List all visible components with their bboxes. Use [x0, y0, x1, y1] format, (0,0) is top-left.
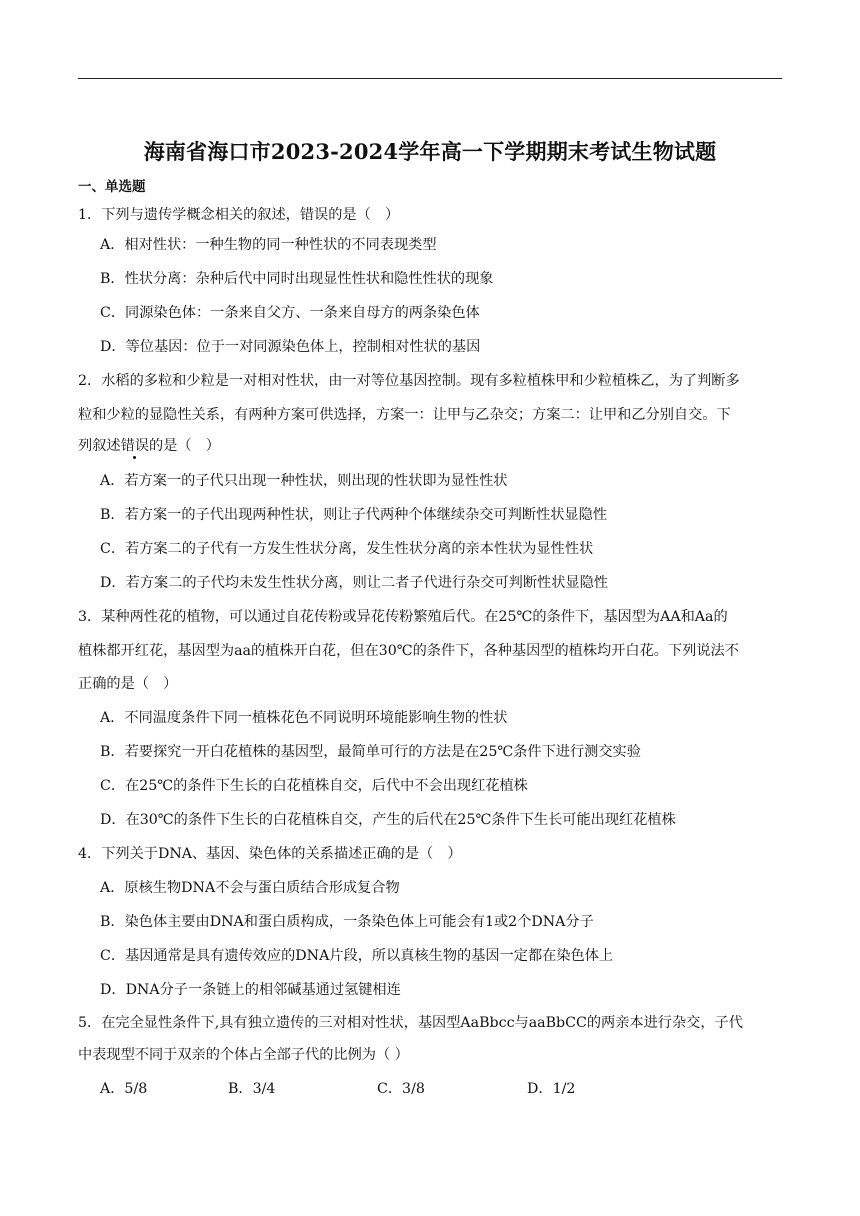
question-1-option-c: C．同源染色体：一条来自父方、一条来自母方的两条染色体: [100, 305, 480, 321]
question-1-option-d: D．等位基因：位于一对同源染色体上，控制相对性状的基因: [100, 339, 481, 355]
question-3-option-d: D．在30℃的条件下生长的白花植株自交，产生的后代在25℃条件下生长可能出现红花植株: [100, 812, 676, 828]
question-5-option-d: D．1/2: [527, 1081, 576, 1097]
question-5-stem-line-1: 5．在完全显性条件下,具有独立遗传的三对相对性状，基因型AaBbcc与aaBbCC的两亲本进行杂交，子代: [78, 1015, 743, 1031]
header-rule: [78, 78, 782, 79]
question-5-option-a: A．5/8: [100, 1081, 148, 1097]
question-2-stem-line-1: 2．水稻的多粒和少粒是一对相对性状，由一对等位基因控制。现有多粒植株甲和少粒植株乙，为了判断多: [78, 373, 740, 389]
question-4-option-a: A．原核生物DNA不会与蛋白质结合形成复合物: [100, 880, 400, 896]
question-1-stem-line: 1．下列与遗传学概念相关的叙述，错误的是（ ）: [78, 207, 400, 223]
question-1-option-b: B．性状分离：杂种后代中同时出现显性性状和隐性性状的现象: [100, 271, 494, 287]
question-2-option-b: B．若方案一的子代出现两种性状，则让子代两种个体继续杂交可判断性状显隐性: [100, 507, 607, 523]
question-2-stem-line-3: 列叙述错误的是（ ）: [78, 438, 220, 454]
question-4-option-c: C．基因通常是具有遗传效应的DNA片段，所以真核生物的基因一定都在染色体上: [100, 948, 614, 964]
question-2-option-d: D．若方案二的子代均未发生性状分离，则让二者子代进行杂交可判断性状显隐性: [100, 575, 608, 591]
question-5-option-c: C．3/8: [377, 1081, 425, 1097]
question-2-stem-line-2: 粒和少粒的显隐性关系，有两种方案可供选择，方案一：让甲与乙杂交；方案二：让甲和乙分别自交。下: [78, 407, 731, 423]
question-3-option-a: A．不同温度条件下同一植株花色不同说明环境能影响生物的性状: [100, 710, 508, 726]
question-5-option-b: B．3/4: [228, 1081, 276, 1097]
section-heading: 一、单选题: [78, 179, 146, 195]
emphasis-mark: 错误: [120, 438, 149, 454]
question-3-stem-line-3: 正确的是（ ）: [78, 676, 178, 692]
question-3-option-c: C．在25℃的条件下生长的白花植株自交，后代中不会出现红花植株: [100, 778, 528, 794]
question-3-option-b: B．若要探究一开白花植株的基因型，最简单可行的方法是在25℃条件下进行测交实验: [100, 744, 641, 760]
page-title: 海南省海口市2023-2024学年高一下学期期末考试生物试题: [143, 139, 717, 164]
question-2-option-c: C．若方案二的子代有一方发生性状分离，发生性状分离的亲本性状为显性性状: [100, 541, 594, 557]
question-1-option-a: A．相对性状：一种生物的同一种性状的不同表现类型: [100, 237, 437, 253]
question-3-stem-line-2: 植株都开红花，基因型为aa的植株开白花，但在30℃的条件下，各种基因型的植株均开白花。下列说法不: [78, 643, 739, 659]
question-4-option-d: D．DNA分子一条链上的相邻碱基通过氢键相连: [100, 982, 401, 998]
question-2-option-a: A．若方案一的子代只出现一种性状，则出现的性状即为显性性状: [100, 473, 508, 489]
question-5-stem-line-2: 中表现型不同于双亲的个体占全部子代的比例为（ ）: [78, 1047, 409, 1063]
question-4-option-b: B．染色体主要由DNA和蛋白质构成，一条染色体上可能会有1或2个DNA分子: [100, 914, 594, 930]
question-4-stem: 4．下列关于DNA、基因、染色体的关系描述正确的是（ ）: [78, 846, 462, 862]
question-3-stem-line-1: 3．某种两性花的植物，可以通过自花传粉或异花传粉繁殖后代。在25℃的条件下，基因型为AA和Aa的: [78, 609, 728, 625]
